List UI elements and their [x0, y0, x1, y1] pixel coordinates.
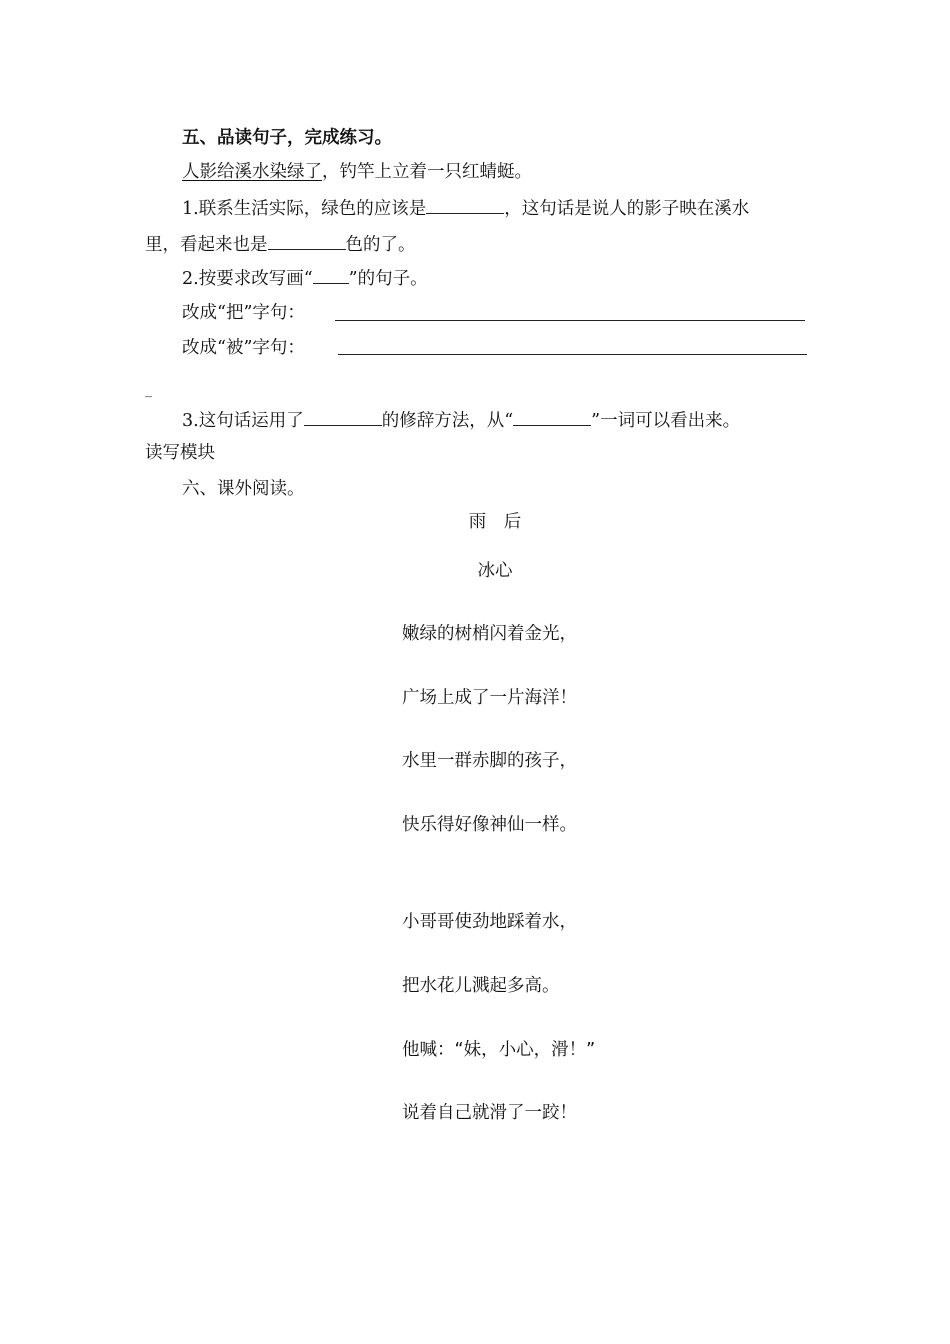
q1-text-4: 色的了。 [345, 235, 416, 255]
poem-line: 说着自己就滑了一跤！ [402, 1103, 577, 1123]
q1-blank-1[interactable] [426, 195, 504, 214]
poem-line: 广场上成了一片海洋！ [402, 688, 577, 708]
bei-sentence-label: 改成“被”字句： [182, 338, 305, 358]
q3-blank-2[interactable] [513, 407, 591, 426]
q1-text-1: 1.联系生活实际，绿色的应该是 [182, 199, 427, 219]
q2-text-2: ”的句子。 [348, 269, 428, 289]
ba-sentence-answer-line[interactable] [335, 320, 805, 321]
q1-text-2: ，这句话是说人的影子映在溪水 [504, 199, 750, 219]
section-6-heading: 六、课外阅读。 [182, 479, 305, 499]
q3-text-1: 3.这句话运用了 [182, 411, 304, 431]
poem-line: 水里一群赤脚的孩子， [402, 751, 577, 771]
sentence-rest: ，钓竿上立着一只红蜻蜓。 [322, 162, 532, 182]
question-3-line [182, 407, 740, 433]
q3-blank-1[interactable] [304, 407, 382, 426]
poem-line: 把水花儿溅起多高。 [402, 976, 560, 996]
sentence-line [182, 160, 532, 184]
q1-blank-2[interactable] [268, 231, 346, 250]
question-1-line-2 [145, 231, 416, 257]
module-title: 读写模块 [145, 443, 215, 463]
poem-title: 雨 后 [468, 512, 522, 532]
question-2-line [182, 265, 428, 291]
q1-text-3: 里，看起来也是 [145, 235, 268, 255]
underlined-sentence: 人影给溪水染绿了 [182, 162, 322, 182]
poem-line: 嫩绿的树梢闪着金光， [402, 624, 577, 644]
q2-text-1: 2.按要求改写画“ [182, 269, 313, 289]
q3-text-3: ”一词可以看出来。 [591, 411, 741, 431]
stray-underscore: _ [145, 382, 152, 398]
poem-line: 小哥哥使劲地踩着水， [402, 912, 577, 932]
bei-sentence-answer-line[interactable] [338, 354, 807, 355]
poem-line: 他喊：“妹，小心，滑！” [402, 1040, 596, 1060]
ba-sentence-label: 改成“把”字句： [182, 303, 305, 323]
section-5-heading: 五、品读句子，完成练习。 [182, 128, 392, 148]
poem-line: 快乐得好像神仙一样。 [402, 815, 577, 835]
q3-text-2: 的修辞方法，从“ [381, 411, 514, 431]
poem-author: 冰心 [477, 561, 513, 581]
q2-mark-sample [313, 265, 349, 284]
question-1-line-1 [182, 195, 749, 221]
